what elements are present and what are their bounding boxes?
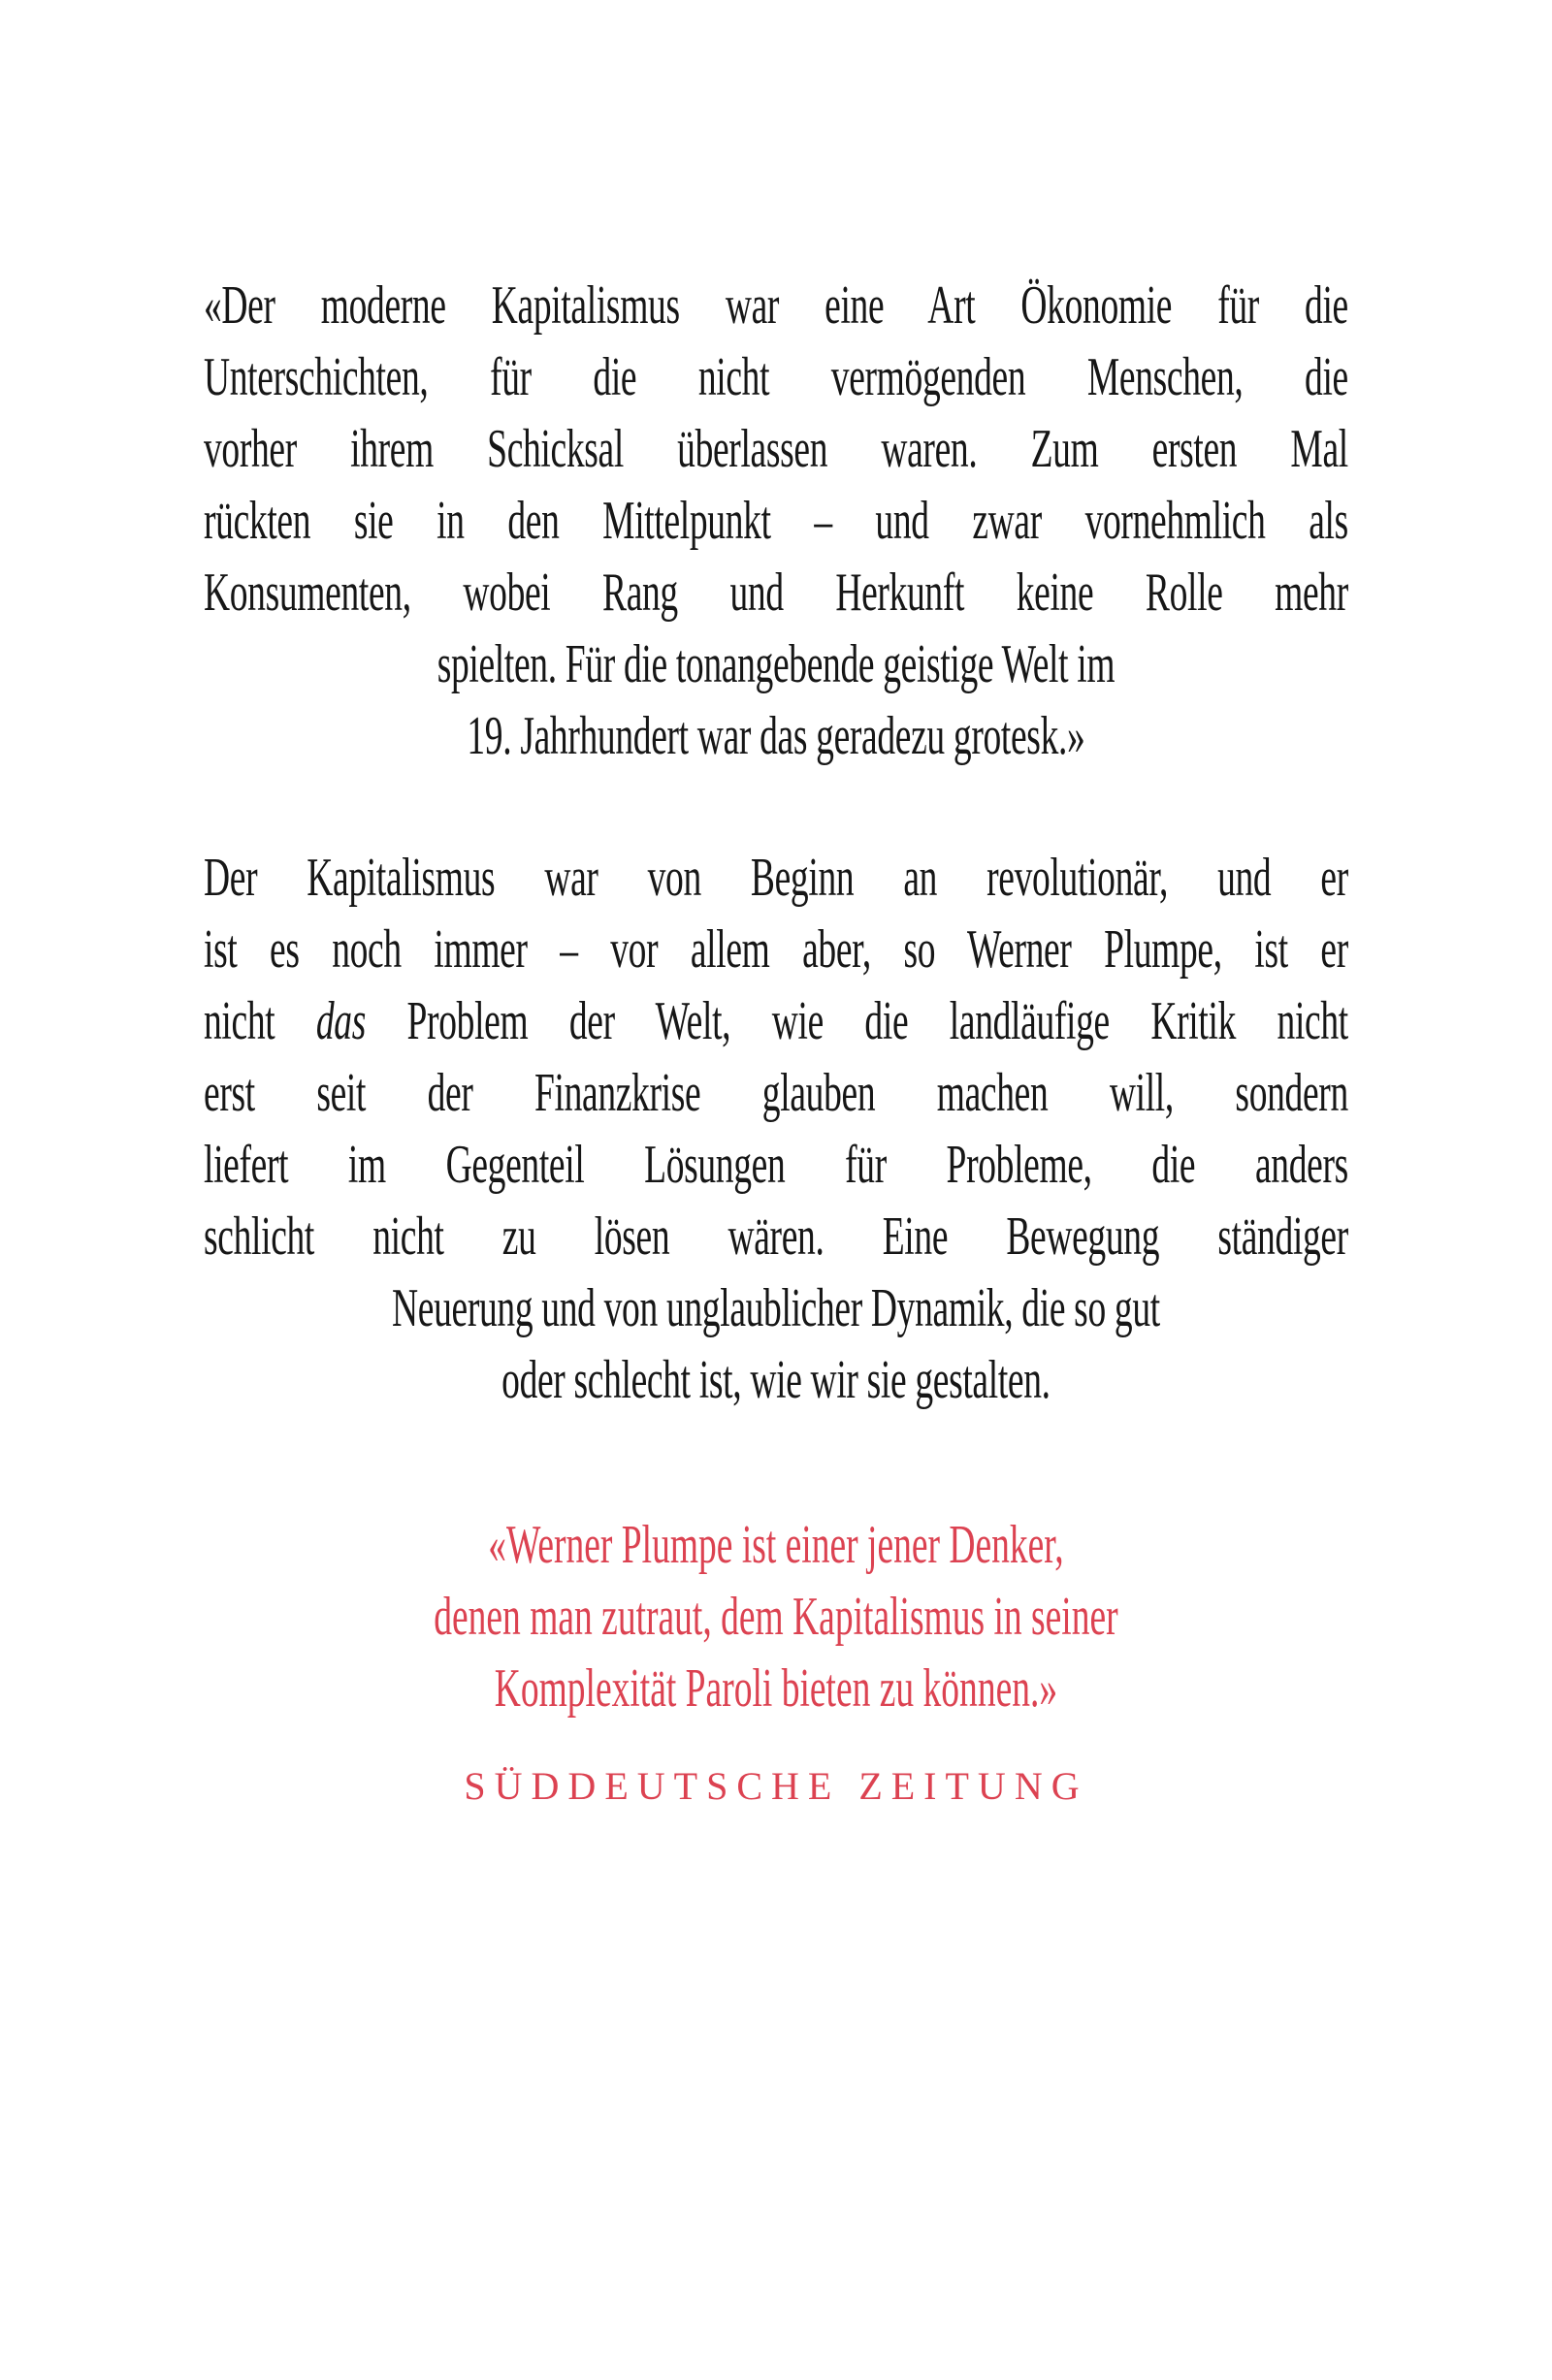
emphasized-word: das — [315, 991, 366, 1051]
blurb-text-segment: nicht — [204, 991, 316, 1051]
press-quote-line: Komplexität Paroli bieten zu können.» — [494, 1658, 1058, 1719]
text-column — [204, 270, 1348, 1810]
condensed-text-wrapper — [204, 270, 1348, 1724]
author-quote-line: 19. Jahrhundert war das geradezu grotesk.» — [467, 706, 1085, 766]
author-quote-line: «Der moderne Kapitalismus war eine Art Ökonomie für die — [204, 275, 1348, 336]
blurb-line: Neuerung und von unglaublicher Dynamik, die so gut — [392, 1278, 1160, 1338]
author-quote-line: Konsumenten, wobei Rang und Herkunft keine Rolle mehr — [204, 563, 1348, 623]
blurb-line: schlicht nicht zu lösen wären. Eine Bewegung ständiger — [204, 1206, 1348, 1267]
press-quote-line: denen man zutraut, dem Kapitalismus in seiner — [434, 1587, 1118, 1647]
blurb-line: erst seit der Finanzkrise glauben machen will, sondern — [204, 1063, 1348, 1123]
blurb-line: oder schlecht ist, wie wir sie gestalten. — [501, 1350, 1051, 1410]
press-quote — [204, 1509, 1348, 1724]
blurb-line: Der Kapitalismus war von Beginn an revolutionär, und er — [204, 848, 1348, 908]
press-quote-line: «Werner Plumpe ist einer jener Denker, — [488, 1515, 1064, 1575]
author-quote-line: Unterschichten, für die nicht vermögenden Menschen, die — [204, 347, 1348, 407]
blurb-paragraph — [204, 842, 1348, 1416]
blurb-line — [204, 985, 1348, 1057]
press-source: SÜDDEUTSCHE ZEITUNG — [464, 1764, 1088, 1808]
author-quote — [204, 270, 1348, 772]
author-quote-line: spielten. Für die tonangebende geistige Welt im — [436, 634, 1116, 694]
author-quote-line: vorher ihrem Schicksal überlassen waren. Zum ersten Mal — [204, 419, 1348, 479]
author-quote-line: rückten sie in den Mittelpunkt – und zwar vornehmlich als — [204, 491, 1348, 551]
blurb-text-segment: Problem der Welt, wie die landläufige Kritik nicht — [365, 991, 1348, 1051]
blurb-line: liefert im Gegenteil Lösungen für Probleme, die anders — [204, 1135, 1348, 1195]
blurb-line: ist es noch immer – vor allem aber, so Werner Plumpe, ist er — [204, 919, 1348, 980]
